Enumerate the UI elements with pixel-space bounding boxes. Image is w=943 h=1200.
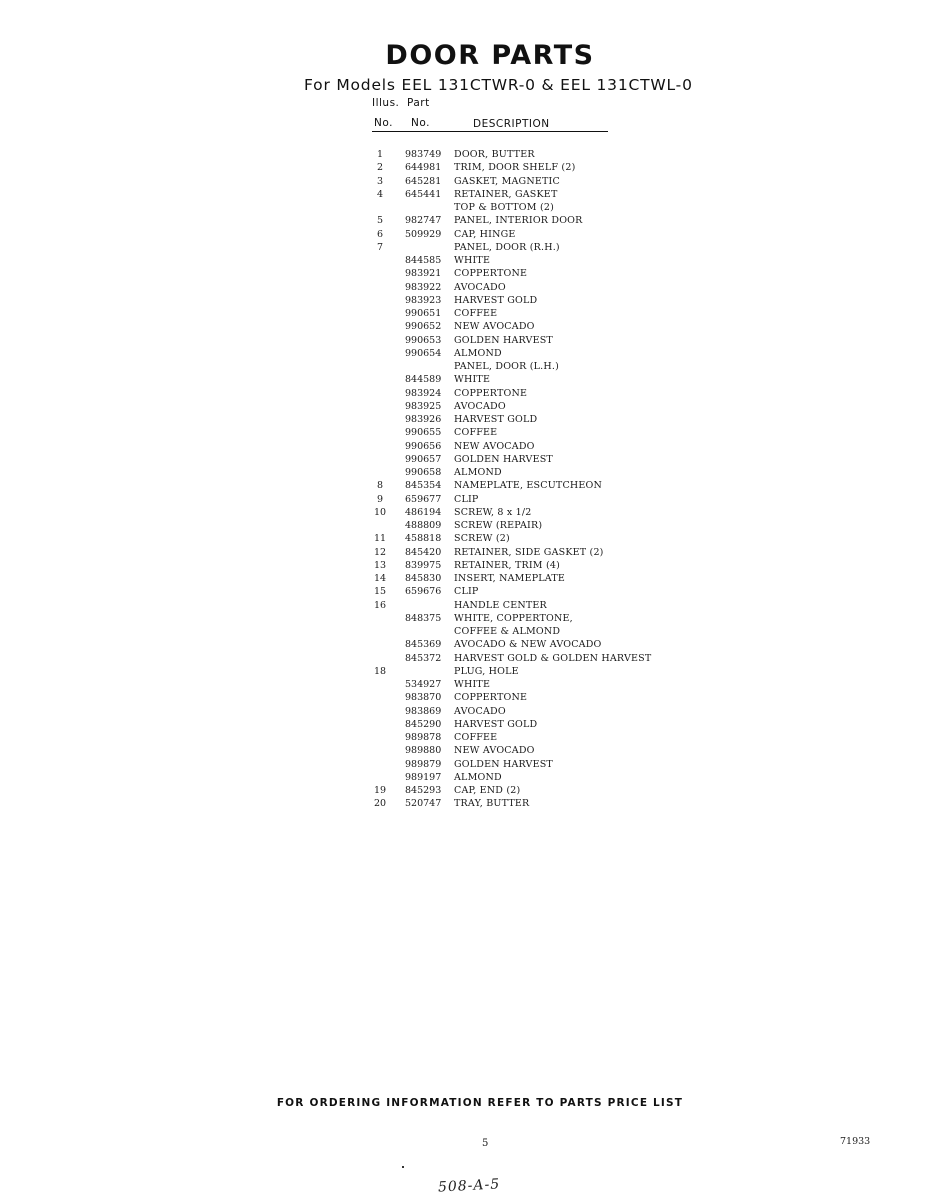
- part-number: 983925: [405, 400, 442, 412]
- table-row: [0, 625, 700, 638]
- part-description: TRAY, BUTTER: [454, 798, 530, 810]
- table-row: [0, 148, 700, 161]
- speck: [402, 1166, 404, 1168]
- part-description: HARVEST GOLD: [454, 414, 538, 425]
- header-description: DESCRIPTION: [473, 118, 550, 130]
- table-row: [0, 267, 700, 280]
- part-number: 989879: [405, 758, 442, 770]
- part-number: 983869: [405, 705, 442, 717]
- part-number: 845290: [405, 718, 442, 730]
- illus-number: 14: [373, 573, 387, 584]
- part-number: 989878: [405, 732, 442, 743]
- part-number: 645281: [405, 175, 442, 187]
- part-description: GOLDEN HARVEST: [454, 758, 553, 770]
- part-description: SCREW, 8 x 1/2: [454, 506, 532, 518]
- table-row: [0, 161, 700, 174]
- table-row: [0, 479, 700, 492]
- table-row: [0, 718, 700, 731]
- part-number: 839975: [405, 559, 442, 571]
- table-row: [0, 228, 700, 241]
- table-row: [0, 320, 700, 333]
- part-description: RETAINER, TRIM (4): [454, 559, 561, 571]
- part-number: 845372: [405, 652, 442, 664]
- part-number: 848375: [405, 612, 442, 624]
- illus-number: 19: [373, 785, 387, 796]
- part-number: 845293: [405, 785, 442, 796]
- part-description: RETAINER, SIDE GASKET (2): [454, 546, 604, 558]
- table-row: [0, 214, 700, 227]
- part-description: TOP & BOTTOM (2): [454, 202, 554, 213]
- illus-number: 7: [376, 241, 384, 253]
- table-row: [0, 387, 700, 400]
- illus-number: 11: [373, 533, 387, 545]
- table-row: [0, 546, 700, 559]
- table-row: [0, 188, 700, 201]
- part-description: AVOCADO: [454, 281, 506, 293]
- part-number: 990655: [405, 427, 442, 439]
- part-number: 989197: [405, 771, 442, 783]
- part-description: ALMOND: [454, 771, 502, 783]
- table-row: [0, 665, 700, 678]
- part-number: 644981: [405, 162, 442, 174]
- part-description: WHITE: [454, 679, 491, 690]
- header-no-1: No.: [374, 117, 393, 129]
- part-description: INSERT, NAMEPLATE: [454, 573, 566, 584]
- table-row: [0, 559, 700, 572]
- illus-number: 10: [373, 506, 387, 518]
- illus-number: 5: [376, 215, 384, 227]
- part-description: AVOCADO: [454, 400, 506, 412]
- table-row: [0, 334, 700, 347]
- part-number: 990651: [405, 308, 442, 319]
- part-number: 982747: [405, 215, 442, 227]
- table-row: [0, 519, 700, 532]
- table-row: [0, 426, 700, 439]
- part-description: WHITE: [454, 374, 491, 386]
- part-number: 845369: [405, 639, 442, 651]
- table-row: [0, 307, 700, 320]
- table-row: [0, 585, 700, 598]
- table-row: [0, 400, 700, 413]
- table-row: [0, 254, 700, 267]
- illus-number: 13: [373, 559, 387, 571]
- document-number: 71933: [840, 1136, 871, 1147]
- part-number: 990656: [405, 440, 442, 452]
- table-row: [0, 466, 700, 479]
- illus-number: 20: [373, 798, 387, 810]
- table-row: [0, 506, 700, 519]
- part-number: 983749: [405, 149, 442, 160]
- part-description: GOLDEN HARVEST: [454, 334, 553, 346]
- table-row: [0, 744, 700, 757]
- part-number: 990653: [405, 334, 442, 346]
- table-row: [0, 281, 700, 294]
- page-number: 5: [482, 1138, 489, 1149]
- table-row: [0, 373, 700, 386]
- part-number: 990654: [405, 347, 442, 359]
- part-description: NEW AVOCADO: [454, 745, 535, 757]
- illus-number: 8: [376, 480, 384, 492]
- part-number: 659677: [405, 493, 442, 505]
- part-number: 534927: [405, 679, 442, 690]
- table-row: [0, 652, 700, 665]
- illus-number: 9: [376, 493, 384, 505]
- part-description: SCREW (REPAIR): [454, 520, 543, 531]
- table-row: [0, 731, 700, 744]
- table-row: [0, 241, 700, 254]
- part-description: HARVEST GOLD: [454, 294, 538, 306]
- part-description: COFFEE: [454, 732, 498, 743]
- part-description: HANDLE CENTER: [454, 599, 547, 611]
- page-title: DOOR PARTS: [385, 40, 595, 71]
- part-description: WHITE: [454, 255, 491, 266]
- table-row: [0, 493, 700, 506]
- table-row: [0, 638, 700, 651]
- part-number: 983870: [405, 692, 442, 704]
- part-number: 645441: [405, 188, 442, 200]
- part-number: 845420: [405, 546, 442, 558]
- part-description: SCREW (2): [454, 533, 510, 545]
- part-description: CLIP: [454, 586, 479, 598]
- part-number: 983921: [405, 268, 442, 280]
- part-description: GASKET, MAGNETIC: [454, 175, 560, 187]
- part-description: COPPERTONE: [454, 692, 528, 704]
- table-row: [0, 758, 700, 771]
- table-row: [0, 572, 700, 585]
- part-number: 989880: [405, 745, 442, 757]
- table-row: [0, 797, 700, 810]
- table-row: [0, 784, 700, 797]
- part-number: 844589: [405, 374, 442, 386]
- part-description: ALMOND: [454, 467, 502, 478]
- part-number: 486194: [405, 506, 442, 518]
- part-description: WHITE, COPPERTONE,: [454, 612, 573, 624]
- header-rule: [372, 131, 608, 132]
- part-number: 990658: [405, 467, 442, 478]
- part-description: PANEL, INTERIOR DOOR: [454, 215, 583, 227]
- part-description: COFFEE & ALMOND: [454, 626, 561, 637]
- part-description: PANEL, DOOR (R.H.): [454, 241, 560, 253]
- illus-number: 18: [373, 665, 387, 677]
- part-description: CAP, HINGE: [454, 228, 516, 240]
- part-number: 844585: [405, 255, 442, 266]
- table-row: [0, 175, 700, 188]
- part-description: ALMOND: [454, 347, 502, 359]
- part-description: PLUG, HOLE: [454, 665, 519, 677]
- illus-number: 1: [376, 149, 384, 160]
- illus-number: 12: [373, 546, 387, 558]
- part-number: 845830: [405, 573, 442, 584]
- part-description: NEW AVOCADO: [454, 440, 535, 452]
- table-row: [0, 453, 700, 466]
- ordering-footer: FOR ORDERING INFORMATION REFER TO PARTS PRICE LIST: [276, 1097, 684, 1109]
- table-row: [0, 413, 700, 426]
- part-number: 845354: [405, 480, 442, 492]
- part-description: DOOR, BUTTER: [454, 149, 535, 160]
- part-number: 458818: [405, 533, 442, 545]
- illus-number: 15: [373, 586, 387, 598]
- part-number: 983922: [405, 281, 442, 293]
- illus-number: 16: [373, 599, 387, 611]
- part-number: 983926: [405, 414, 442, 425]
- part-number: 983924: [405, 387, 442, 399]
- handwritten-note: 508-A-5: [437, 1176, 501, 1196]
- illus-number: 3: [376, 175, 384, 187]
- part-description: AVOCADO: [454, 705, 506, 717]
- illus-number: 6: [376, 228, 384, 240]
- illus-number: 2: [376, 162, 384, 174]
- header-part: Part: [407, 97, 430, 109]
- table-row: [0, 612, 700, 625]
- part-description: COFFEE: [454, 308, 498, 319]
- part-number: 488809: [405, 520, 442, 531]
- header-illus: Illus.: [372, 97, 400, 109]
- part-description: PANEL, DOOR (L.H.): [454, 361, 559, 372]
- part-description: NEW AVOCADO: [454, 321, 535, 333]
- part-number: 990652: [405, 321, 442, 333]
- table-row: [0, 440, 700, 453]
- table-row: [0, 599, 700, 612]
- part-description: NAMEPLATE, ESCUTCHEON: [454, 480, 603, 492]
- table-row: [0, 294, 700, 307]
- part-description: COFFEE: [454, 427, 498, 439]
- part-number: 659676: [405, 586, 442, 598]
- part-description: COPPERTONE: [454, 268, 528, 280]
- part-description: HARVEST GOLD: [454, 718, 538, 730]
- illus-number: 4: [376, 188, 384, 200]
- table-row: [0, 771, 700, 784]
- part-description: AVOCADO & NEW AVOCADO: [454, 639, 602, 651]
- table-row: [0, 532, 700, 545]
- table-row: [0, 347, 700, 360]
- part-description: CLIP: [454, 493, 479, 505]
- table-row: [0, 201, 700, 214]
- part-description: RETAINER, GASKET: [454, 188, 558, 200]
- table-row: [0, 691, 700, 704]
- part-description: COPPERTONE: [454, 387, 528, 399]
- part-number: 520747: [405, 798, 442, 810]
- part-number: 509929: [405, 228, 442, 240]
- models-subtitle: For Models EEL 131CTWR-0 & EEL 131CTWL-0: [304, 76, 693, 94]
- table-row: [0, 360, 700, 373]
- part-description: HARVEST GOLD & GOLDEN HARVEST: [454, 652, 652, 664]
- part-number: 990657: [405, 453, 442, 465]
- part-description: GOLDEN HARVEST: [454, 453, 553, 465]
- table-row: [0, 705, 700, 718]
- header-no-2: No.: [411, 117, 430, 129]
- part-description: CAP, END (2): [454, 785, 521, 796]
- part-description: TRIM, DOOR SHELF (2): [454, 162, 576, 174]
- table-row: [0, 678, 700, 691]
- part-number: 983923: [405, 294, 442, 306]
